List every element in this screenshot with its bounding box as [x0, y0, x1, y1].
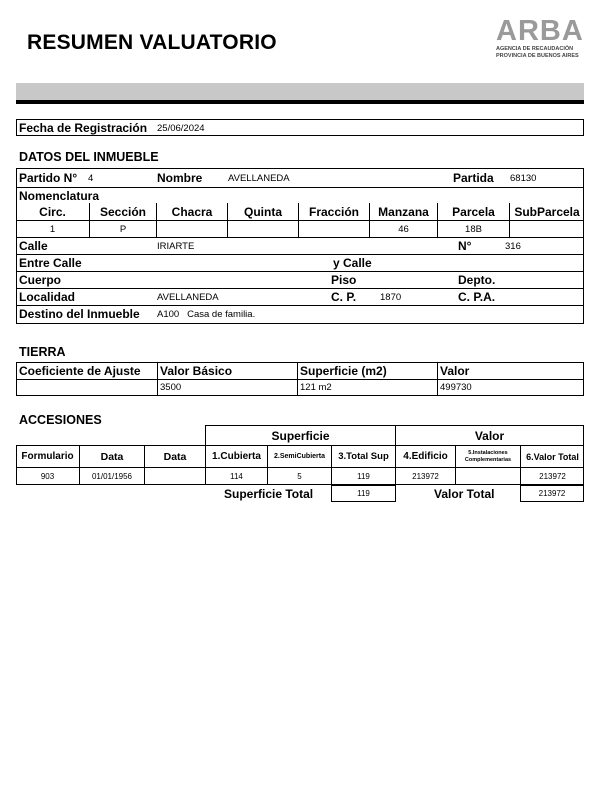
nomenclatura-value-quinta: [228, 221, 298, 237]
accesiones-header-data-1: Data: [100, 450, 124, 463]
cp-label: C. P.: [331, 290, 357, 304]
valor-total-label: Valor Total: [434, 487, 495, 501]
registro-value: 25/06/2024: [157, 123, 205, 134]
accesiones-section-title: ACCESIONES: [19, 413, 102, 427]
tierra-header-coeficiente: Coeficiente de Ajuste: [19, 364, 141, 378]
calle-label: Calle: [19, 239, 48, 253]
accesiones-header-valor-total: 6.Valor Total: [526, 451, 579, 462]
accesiones-value-semicubierta: 5: [297, 471, 302, 481]
divider: [16, 271, 584, 272]
localidad-value: AVELLANEDA: [157, 292, 219, 303]
cp-value: 1870: [380, 292, 402, 303]
nomenclatura-header-subparcela: SubParcela: [514, 205, 580, 219]
partido-value: 4: [88, 173, 94, 184]
superficie-total-label: Superficie Total: [224, 487, 314, 501]
tierra-header-valor-basico: Valor Básico: [160, 364, 233, 378]
divider: [297, 362, 298, 396]
accesiones-header-formulario: Formulario: [21, 451, 74, 462]
tierra-value-valor-basico: 3500: [160, 382, 182, 393]
nomenclatura-value-circ: 1: [49, 223, 56, 235]
accesiones-value-formulario: 903: [40, 471, 55, 481]
accesiones-header-total-sup: 3.Total Sup: [338, 451, 389, 462]
nomenclatura-value-subparcela: [510, 221, 584, 237]
divider: [16, 288, 584, 289]
accesiones-value-edificio: 213972: [412, 471, 439, 481]
accesiones-header-instalaciones: 5.Instalaciones Complementarias: [464, 449, 512, 463]
accesiones-header-edificio: 4.Edificio: [403, 451, 448, 462]
divider: [16, 187, 584, 188]
numero-label: N°: [458, 239, 472, 253]
accesiones-value-valor-total: 213972: [539, 471, 566, 481]
destino-label: Destino del Inmueble: [19, 307, 140, 321]
accesiones-value-data-1: 01/01/1956: [91, 471, 133, 481]
localidad-label: Localidad: [19, 290, 76, 304]
header-black-rule: [16, 100, 584, 104]
tierra-header-superficie: Superficie (m2): [300, 364, 387, 378]
inmueble-section-title: DATOS DEL INMUEBLE: [19, 150, 159, 164]
cuerpo-label: Cuerpo: [19, 273, 61, 287]
nomenclatura-header-seccion: Sección: [99, 205, 147, 219]
logo-text: ARBA: [496, 15, 584, 47]
tierra-header-valor: Valor: [440, 364, 470, 378]
nomenclatura-header-parcela: Parcela: [452, 205, 495, 219]
partido-label: Partido N°: [19, 171, 78, 185]
nomenclatura-header-manzana: Manzana: [378, 205, 429, 219]
accesiones-header-cubierta: 1.Cubierta: [212, 451, 261, 462]
depto-label: Depto.: [458, 273, 496, 287]
arba-logo: [496, 16, 586, 60]
logo-subtitle-1: AGENCIA DE RECAUDACIÓN: [496, 46, 574, 52]
entre-calle-label: Entre Calle: [19, 256, 82, 270]
accesiones-value-instalaciones: [456, 468, 520, 484]
nomenclatura-value-chacra: [157, 221, 227, 237]
y-calle-label: y Calle: [333, 256, 372, 270]
destino-value: A100 Casa de familia.: [157, 309, 256, 320]
cpa-label: C. P.A.: [458, 290, 496, 304]
nomenclatura-header-quinta: Quinta: [244, 205, 282, 219]
nomenclatura-label: Nomenclatura: [19, 189, 100, 203]
header-gray-band: [16, 83, 584, 100]
nomenclatura-header-fraccion: Fracción: [308, 205, 359, 219]
superficie-group-label: Superficie: [271, 429, 330, 443]
divider: [16, 237, 584, 238]
accesiones-value-cubierta: 114: [230, 471, 243, 481]
inmueble-table: [16, 168, 584, 324]
nombre-value: AVELLANEDA: [228, 173, 290, 184]
logo-subtitle-2: PROVINCIA DE BUENOS AIRES: [496, 53, 579, 59]
accesiones-header-data-2: Data: [163, 450, 187, 463]
divider: [16, 254, 584, 255]
superficie-total-value: 119: [331, 485, 396, 502]
accesiones-header-semicubierta: 2.SemiCubierta: [274, 453, 325, 460]
nomenclatura-value-manzana: 46: [398, 223, 409, 235]
accesiones-value-data-2: [145, 468, 205, 484]
valor-group-label: Valor: [474, 429, 505, 443]
registro-label: Fecha de Registración: [19, 121, 148, 135]
numero-value: 316: [505, 241, 521, 252]
nomenclatura-value-seccion: P: [119, 223, 127, 235]
tierra-value-superficie: 121 m2: [300, 382, 332, 393]
tierra-value-valor: 499730: [440, 382, 472, 393]
accesiones-value-total-sup: 119: [357, 471, 370, 481]
divider: [16, 305, 584, 306]
nombre-label: Nombre: [157, 171, 203, 185]
divider: [437, 362, 438, 396]
divider: [157, 362, 158, 396]
calle-value: IRIARTE: [157, 241, 195, 252]
tierra-section-title: TIERRA: [19, 345, 66, 359]
partida-value: 68130: [510, 173, 537, 184]
nomenclatura-header-chacra: Chacra: [171, 205, 213, 219]
page-title: RESUMEN VALUATORIO: [27, 31, 277, 54]
partida-label: Partida: [453, 171, 494, 185]
divider: [16, 379, 584, 380]
nomenclatura-value-parcela: 18B: [465, 223, 482, 235]
valor-total-value: 213972: [520, 485, 584, 502]
piso-label: Piso: [331, 273, 357, 287]
nomenclatura-value-fraccion: [299, 221, 369, 237]
nomenclatura-header-circ: Circ.: [39, 205, 66, 219]
